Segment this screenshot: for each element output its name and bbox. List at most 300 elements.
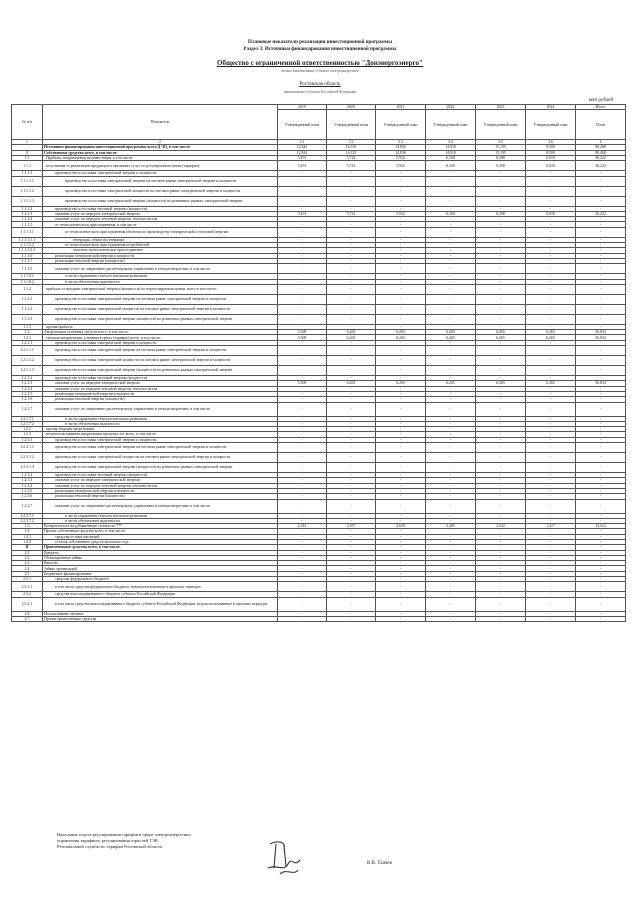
value-cell: -	[376, 176, 426, 186]
table-row	[12, 264, 626, 274]
total-value-cell: -	[576, 366, 626, 376]
row-number: 1.2.1.6	[12, 397, 43, 402]
value-cell: 14,910	[426, 150, 476, 155]
row-number: 1.2.1.7.1	[12, 416, 43, 421]
value-cell: -	[426, 171, 476, 176]
table-row	[12, 196, 626, 206]
row-label: Бюджетное финансирование	[43, 571, 278, 576]
value-cell: -	[376, 566, 426, 571]
table-row	[12, 161, 626, 171]
value-cell: -	[476, 340, 526, 345]
value-cell: -	[526, 499, 576, 513]
value-cell: -	[327, 274, 376, 279]
total-value-cell: -	[576, 284, 626, 294]
row-label: оказание услуг по оперативно-диспетчерскому управлению в электроэнергетике, в том числе:	[43, 402, 278, 416]
row-number: 1.2.3.1.2	[12, 453, 43, 463]
value-cell: -	[327, 616, 376, 621]
value-cell: -	[327, 366, 376, 376]
row-label: производство и поставка электрической энергии (мощности) на розничных рынках электрической энергии	[43, 366, 278, 376]
value-cell: -	[327, 483, 376, 488]
row-label: реализация тепловой энергии (мощности)	[43, 494, 278, 499]
value-cell: -	[376, 222, 426, 227]
value-cell: -	[278, 324, 327, 329]
value-cell: -	[278, 264, 327, 274]
value-cell: -	[376, 217, 426, 222]
total-value-cell: -	[576, 478, 626, 483]
value-cell: -	[526, 196, 576, 206]
value-cell: -	[327, 421, 376, 426]
value-cell: -	[476, 453, 526, 463]
value-cell: -	[526, 258, 576, 263]
value-cell: -	[376, 258, 426, 263]
value-cell: -	[426, 518, 476, 523]
value-cell: -	[327, 304, 376, 314]
plan-subheader: Утвержденный план	[376, 110, 426, 140]
total-value-cell: 80,468	[576, 150, 626, 155]
total-value-cell: -	[576, 356, 626, 366]
value-cell: -	[327, 534, 376, 539]
value-cell: -	[526, 186, 576, 196]
value-cell: -	[327, 237, 376, 242]
value-cell: -	[376, 488, 426, 493]
value-cell: 8,500	[526, 145, 576, 150]
value-cell: -	[278, 237, 327, 242]
value-cell: -	[327, 582, 376, 592]
total-value-cell: -	[576, 376, 626, 381]
row-label: производство и поставка электрической энергии и мощности	[43, 340, 278, 345]
value-cell: -	[327, 443, 376, 453]
value-cell: -	[376, 611, 426, 616]
row-label: льготное технологическое присоединение	[43, 248, 278, 253]
row-number: 1.1.1.5.2	[12, 243, 43, 248]
value-cell: -	[476, 402, 526, 416]
col-num-header: № п/п	[12, 105, 43, 140]
value-cell: 6,265	[426, 330, 476, 335]
col-index: 3.3	[376, 140, 426, 145]
value-cell: 5,491	[278, 156, 327, 161]
total-value-cell: -	[576, 488, 626, 493]
value-cell: -	[526, 237, 576, 242]
value-cell: -	[376, 206, 426, 211]
total-value-cell: -	[576, 304, 626, 314]
col-index: 3.5	[476, 140, 526, 145]
value-cell: 2,397	[327, 524, 376, 529]
row-label: оказание услуг по передаче тепловой энергии, теплоносителя	[43, 217, 278, 222]
value-cell: -	[376, 561, 426, 566]
value-cell: -	[426, 304, 476, 314]
value-cell: -	[426, 366, 476, 376]
value-cell: -	[526, 274, 576, 279]
total-value-cell: -	[576, 264, 626, 274]
total-value-cell: -	[576, 237, 626, 242]
value-cell: -	[526, 555, 576, 560]
row-number: 1.2.2	[12, 427, 43, 432]
value-cell: -	[476, 264, 526, 274]
total-value-cell: 36,834	[576, 381, 626, 386]
value-cell: -	[426, 294, 476, 304]
value-cell: -	[476, 513, 526, 518]
value-cell: -	[327, 453, 376, 463]
row-number: 1.1.1.8.1	[12, 274, 43, 279]
value-cell: -	[476, 427, 526, 432]
value-cell: -	[327, 611, 376, 616]
total-value-cell: -	[576, 443, 626, 453]
row-label: прочая прибыль	[43, 324, 278, 329]
value-cell: 6,265	[476, 381, 526, 386]
value-cell: -	[327, 314, 376, 324]
value-cell: -	[278, 376, 327, 381]
row-number: 1.2.3.2	[12, 473, 43, 478]
value-cell: -	[376, 397, 426, 402]
value-cell: -	[376, 376, 426, 381]
value-cell: -	[327, 437, 376, 442]
value-cell: -	[278, 366, 327, 376]
value-cell: -	[278, 391, 327, 396]
value-cell: -	[278, 314, 327, 324]
total-value-cell: -	[576, 545, 626, 550]
total-value-cell: -	[576, 571, 626, 576]
value-cell: -	[426, 582, 476, 592]
row-label: в части обеспечения надежности	[43, 279, 278, 284]
value-cell: -	[376, 550, 426, 555]
row-number: I	[12, 150, 43, 155]
total-value-cell: 36,834	[576, 330, 626, 335]
value-cell: -	[278, 340, 327, 345]
total-value-cell: -	[576, 324, 626, 329]
value-cell: -	[327, 206, 376, 211]
value-cell: -	[426, 555, 476, 560]
value-cell: 6,265	[526, 330, 576, 335]
value-cell: -	[327, 571, 376, 576]
value-cell: -	[526, 284, 576, 294]
value-cell: 5,932	[376, 211, 426, 216]
row-number: 1.1.2	[12, 284, 43, 294]
row-number: 1.4	[12, 529, 43, 534]
row-label: Амортизация основных средств всего, в том числе:	[43, 330, 278, 335]
row-label: производство и поставка электрической энергии на оптовом рынке электрической энергии и мощности	[43, 346, 278, 356]
col-name-header: Показатель	[43, 105, 278, 140]
value-cell: -	[476, 171, 526, 176]
plan-subheader: Утвержденный план	[476, 110, 526, 140]
value-cell: -	[426, 391, 476, 396]
value-cell: -	[476, 416, 526, 421]
value-cell: -	[426, 478, 476, 483]
value-cell: -	[376, 427, 426, 432]
row-number: 1.1.1.5.1	[12, 227, 43, 237]
value-cell: -	[376, 518, 426, 523]
row-label: производство и поставка электрической энергии на оптовом рынке электрической энергии и мощности	[43, 443, 278, 453]
value-cell: -	[426, 539, 476, 544]
total-value-cell: 13,412	[576, 524, 626, 529]
value-cell: -	[526, 443, 576, 453]
total-value-cell: -	[576, 518, 626, 523]
region-caption: наименование субъекта Российской Федерации	[283, 90, 357, 94]
col-index: 2	[43, 140, 278, 145]
value-cell: 14,910	[426, 145, 476, 150]
value-cell: -	[526, 494, 576, 499]
value-cell: -	[426, 376, 476, 381]
value-cell: -	[278, 592, 327, 597]
value-cell: -	[476, 366, 526, 376]
value-cell: -	[476, 397, 526, 402]
row-label: от технологического присоединения объектов по производству электрической и тепловой энергии	[43, 227, 278, 237]
value-cell: -	[327, 324, 376, 329]
total-value-cell: -	[576, 539, 626, 544]
row-number: 2.7	[12, 616, 43, 621]
table-row	[12, 284, 626, 294]
value-cell: -	[526, 545, 576, 550]
row-number: 1.2.3	[12, 432, 43, 437]
value-cell: -	[426, 206, 476, 211]
value-cell: -	[327, 513, 376, 518]
total-value-cell: -	[576, 294, 626, 304]
table-row	[12, 616, 626, 621]
value-cell: -	[376, 571, 426, 576]
row-number: 1.2.3.7	[12, 499, 43, 513]
year-header: 2019	[278, 105, 327, 110]
col-index: 4	[576, 140, 626, 145]
value-cell: -	[526, 597, 576, 611]
table-row	[12, 402, 626, 416]
value-cell: -	[526, 253, 576, 258]
value-cell: -	[278, 176, 327, 186]
value-cell: 14,335	[327, 145, 376, 150]
row-number: 1.1.1.8	[12, 264, 43, 274]
plan-subheader: Утвержденный план	[278, 110, 327, 140]
value-cell: -	[476, 258, 526, 263]
value-cell: -	[526, 518, 576, 523]
row-label: Привлеченные средства всего, в том числе:	[43, 545, 278, 550]
row-label: Прочие собственные средства всего, в том числе:	[43, 529, 278, 534]
row-number: 1.4.1	[12, 534, 43, 539]
table-body	[12, 145, 626, 622]
row-number: 1.1.1.7	[12, 258, 43, 263]
total-value-cell: -	[576, 171, 626, 176]
value-cell: -	[278, 443, 327, 453]
value-cell: -	[426, 346, 476, 356]
value-cell: -	[426, 279, 476, 284]
row-label: оказание услуг по передаче электрической энергии	[43, 478, 278, 483]
row-label: производство и поставка электрической энергии на оптовом рынке электрической энергии и мощности	[43, 176, 278, 186]
row-label: оказание услуг по передаче тепловой энергии, теплоносителя	[43, 386, 278, 391]
value-cell: -	[426, 473, 476, 478]
value-cell: -	[526, 421, 576, 426]
value-cell: -	[526, 346, 576, 356]
value-cell: -	[278, 539, 327, 544]
value-cell: -	[327, 391, 376, 396]
value-cell: -	[426, 356, 476, 366]
value-cell: -	[376, 196, 426, 206]
row-number: 1.2.3.1	[12, 437, 43, 442]
value-cell: -	[376, 304, 426, 314]
value-cell: -	[476, 597, 526, 611]
value-cell: -	[476, 186, 526, 196]
value-cell: -	[278, 386, 327, 391]
row-number: 1.2.1.1.1	[12, 346, 43, 356]
row-number: 1.2.1.3	[12, 381, 43, 386]
value-cell: -	[327, 518, 376, 523]
value-cell: 5,491	[278, 161, 327, 171]
value-cell: 5,491	[278, 211, 327, 216]
value-cell: -	[426, 314, 476, 324]
value-cell: -	[327, 386, 376, 391]
value-cell: -	[526, 513, 576, 518]
total-value-cell: -	[576, 206, 626, 211]
value-cell: -	[526, 416, 576, 421]
total-value-cell: -	[576, 222, 626, 227]
value-cell: -	[278, 284, 327, 294]
value-cell: -	[327, 264, 376, 274]
value-cell: -	[426, 248, 476, 253]
value-cell: -	[327, 248, 376, 253]
value-cell: 6,265	[376, 335, 426, 340]
year-header: 2023	[476, 105, 526, 110]
row-label: Прибыль, направляемая на инвестиции, в том числе:	[43, 156, 278, 161]
value-cell: 6,265	[327, 335, 376, 340]
value-cell: -	[476, 473, 526, 478]
row-number: 2.4	[12, 566, 43, 571]
value-cell: 6,265	[376, 330, 426, 335]
table-row	[12, 314, 626, 324]
total-value-cell: -	[576, 402, 626, 416]
value-cell: -	[278, 478, 327, 483]
value-cell: -	[278, 279, 327, 284]
value-cell: -	[327, 566, 376, 571]
organization-caption: полное наименование субъекта электроэнергетики	[281, 69, 359, 73]
value-cell: 15,195	[476, 150, 526, 155]
value-cell: 6,169	[426, 156, 476, 161]
value-cell: -	[376, 314, 426, 324]
table-row	[12, 294, 626, 304]
value-cell: 2,532	[476, 524, 526, 529]
total-value-cell: 30,222	[576, 211, 626, 216]
value-cell: -	[526, 264, 576, 274]
row-number: 1.2.1.7.2	[12, 421, 43, 426]
row-number: 1.1.1.1	[12, 171, 43, 176]
value-cell: -	[526, 571, 576, 576]
value-cell: -	[426, 592, 476, 597]
value-cell: -	[476, 356, 526, 366]
total-value-cell: -	[576, 432, 626, 437]
value-cell: -	[476, 279, 526, 284]
total-value-cell: -	[576, 274, 626, 279]
value-cell: -	[526, 279, 576, 284]
value-cell: -	[278, 222, 327, 227]
value-cell: -	[327, 258, 376, 263]
value-cell: -	[426, 222, 476, 227]
value-cell: -	[327, 279, 376, 284]
value-cell: -	[278, 550, 327, 555]
value-cell: -	[376, 499, 426, 513]
value-cell: -	[426, 186, 476, 196]
value-cell: -	[327, 561, 376, 566]
value-cell: -	[526, 391, 576, 396]
value-cell: 15,195	[476, 145, 526, 150]
value-cell: -	[278, 346, 327, 356]
value-cell: -	[278, 529, 327, 534]
row-number: 1.1.1.1.1	[12, 176, 43, 186]
value-cell: -	[327, 186, 376, 196]
row-label: оказание услуг по передаче электрической энергии	[43, 211, 278, 216]
row-number: 2.5.2.1	[12, 597, 43, 611]
value-cell: 5,932	[376, 161, 426, 171]
value-cell: -	[426, 513, 476, 518]
value-cell: -	[476, 237, 526, 242]
total-value-cell: -	[576, 453, 626, 463]
value-cell: -	[278, 494, 327, 499]
row-label: средства федерального бюджета	[43, 577, 278, 582]
value-cell: -	[278, 227, 327, 237]
value-cell: -	[476, 550, 526, 555]
row-number: 1.4.2	[12, 539, 43, 544]
value-cell: -	[327, 550, 376, 555]
value-cell: -	[327, 356, 376, 366]
row-label: производство и поставка электрической мощности на оптовом рынке электрической энергии и мощности	[43, 356, 278, 366]
value-cell: -	[376, 478, 426, 483]
row-label: производство и поставка электрической энергии и мощности	[43, 171, 278, 176]
total-value-cell: -	[576, 340, 626, 345]
table-row	[12, 463, 626, 473]
row-label: от технологического присоединения потребителей	[43, 243, 278, 248]
value-cell: 5,932	[376, 156, 426, 161]
value-cell: -	[327, 196, 376, 206]
value-cell: 14,836	[376, 145, 426, 150]
value-cell: -	[426, 561, 476, 566]
value-cell: -	[476, 206, 526, 211]
row-label: Источники финансирования инвестиционной программы всего (I+II), в том числе:	[43, 145, 278, 150]
value-cell: -	[278, 416, 327, 421]
value-cell: -	[278, 518, 327, 523]
value-cell: 6,265	[327, 330, 376, 335]
signatory-name: В.В. Ткачев	[367, 861, 392, 866]
value-cell: -	[376, 577, 426, 582]
row-number: 1.1.1.1.2	[12, 186, 43, 196]
table-row	[12, 597, 626, 611]
value-cell: -	[426, 243, 476, 248]
value-cell: -	[327, 529, 376, 534]
value-cell: -	[376, 473, 426, 478]
value-cell: -	[476, 494, 526, 499]
value-cell: -	[526, 616, 576, 621]
row-number: 1.2.1.4	[12, 386, 43, 391]
value-cell: -	[278, 217, 327, 222]
row-label: производство и поставка электрической энергии на оптовом рынке электрической энергии и мощности	[43, 294, 278, 304]
value-cell: 0,818	[526, 161, 576, 171]
value-cell: -	[526, 592, 576, 597]
value-cell: -	[327, 176, 376, 186]
row-label: реализация электрической энергии и мощности	[43, 253, 278, 258]
row-label: в том числе средства федерального бюджета, недоиспользованные в прошлых периодах	[43, 582, 278, 592]
col-index: 3.2	[327, 140, 376, 145]
value-cell: -	[376, 616, 426, 621]
value-cell: -	[327, 253, 376, 258]
value-cell: -	[426, 571, 476, 576]
total-value-cell: -	[576, 243, 626, 248]
row-label: остаток собственных средств на начало года	[43, 539, 278, 544]
row-label: Займы организаций	[43, 566, 278, 571]
value-cell: -	[376, 284, 426, 294]
total-value-cell: -	[576, 437, 626, 442]
table-row	[12, 227, 626, 237]
value-cell: -	[278, 421, 327, 426]
table-row	[12, 443, 626, 453]
header-title: Плановые показатели реализации инвестиционной программы	[247, 40, 393, 45]
value-cell: -	[278, 196, 327, 206]
value-cell: -	[327, 346, 376, 356]
value-cell: -	[476, 284, 526, 294]
total-value-cell: -	[576, 279, 626, 284]
value-cell: 0,818	[526, 211, 576, 216]
